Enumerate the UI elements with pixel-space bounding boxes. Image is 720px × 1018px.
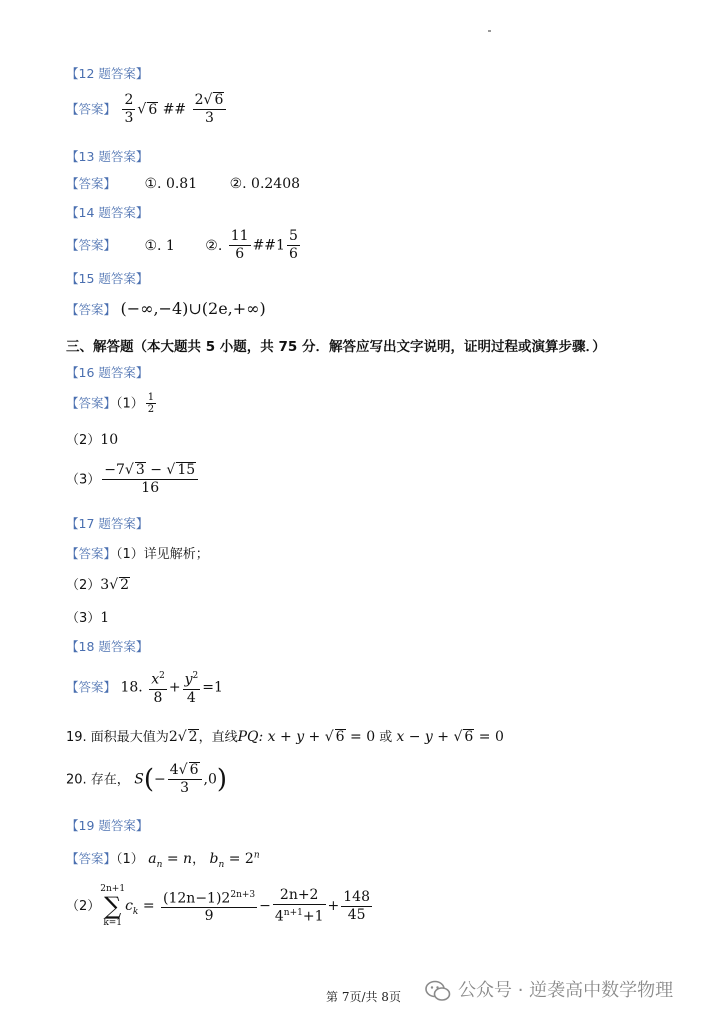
operator: + [327, 898, 340, 914]
interval: (2e,+∞) [201, 299, 266, 318]
equation: : x + y + [258, 729, 325, 745]
radicand: 6 [148, 101, 158, 118]
operator: + [168, 679, 181, 696]
top-mark [488, 30, 491, 32]
equation: x − y + [396, 729, 454, 745]
fraction: $\frac{(12n-1)2^{2n+3}}{9}$ [161, 887, 257, 926]
summation: 2n+1 ∑ k=1 [100, 884, 126, 928]
answer-tag: 【答案】 [66, 851, 117, 866]
answer-tag: 【答案】 [66, 679, 117, 695]
radicand: 2 [120, 577, 130, 593]
marker: ①. [144, 176, 162, 192]
marker: ②. [205, 237, 223, 254]
answer-q15 [66, 299, 266, 318]
fraction: $\frac{x^2}{8}$ [149, 668, 167, 707]
operator: − [259, 898, 271, 914]
item-number: 18. [120, 679, 143, 696]
answer-q19-part2: （2） 2n+1 ∑ k=1 $c_k$ = $\frac{(12n-1)2^{2n+3}}{9}$ − $\frac{2n+2}{4^{n+1}+1}$ + $\frac{148}{45}$ [66, 884, 370, 928]
value: 0.2408 [251, 176, 301, 192]
answer-q12 [66, 92, 228, 127]
watermark [424, 976, 673, 1002]
operator: − [154, 771, 166, 788]
answer-q17-part1 [66, 543, 209, 562]
fraction: $\frac{2√ 6}{3}$ [193, 92, 227, 127]
answer-tag: 【答案】 [66, 101, 117, 117]
part-text: （1）详见解析； [116, 547, 209, 562]
answer-tag: 【答案】 [66, 302, 117, 317]
answer-q19-part1: 【答案】（1） $a_n = n$， $b_n = 2^n$ [66, 850, 260, 870]
equals: =1 [202, 679, 223, 696]
fraction: $\frac{148}{45}$ [343, 888, 370, 923]
connector: 或 [375, 730, 397, 745]
result-line-20: 20. 存在， S(− $\frac{4√ 6}{3}$ ,0) [66, 762, 228, 796]
interval: (−∞,−4) [120, 299, 189, 318]
part-label: （1） [116, 396, 144, 412]
part-label: （2） [66, 899, 101, 914]
answer-q18 [66, 668, 223, 707]
answer-q14 [66, 228, 302, 263]
equation: = 0 [474, 729, 504, 745]
result-line-19: 19. 面积最大值为2√ 2，直线PQ: x + y + √ 6 = 0 或 x − y + √ 6 = 0 [66, 729, 504, 745]
watermark-text: 公众号 · 逆袭高中数学物理 [458, 980, 674, 1001]
section-label-q18: 【18 题答案】 [66, 639, 149, 654]
section-label-q16: 【16 题答案】 [66, 365, 149, 380]
answer-q13 [66, 174, 300, 192]
separator: ##1 [252, 237, 285, 254]
radicand: 2 [188, 729, 198, 745]
answer-q17-part2: （2）3√ 2 [66, 577, 130, 593]
fraction: $\frac{1}{2}$ [147, 392, 155, 415]
radicand: 6 [335, 729, 345, 745]
line-symbol: PQ [237, 729, 259, 745]
answer-tag: 【答案】 [66, 395, 117, 411]
line-text: ，直线 [198, 730, 238, 745]
fraction: $\frac{y^2}{4}$ [183, 668, 201, 707]
fraction: $\frac{11}{6}$ [230, 228, 249, 262]
section-label-q12: 【12 题答案】 [66, 66, 149, 81]
answer-tag: 【答案】 [66, 546, 117, 561]
answer-q16-part2 [66, 429, 118, 448]
line-text: 19. 面积最大值为 [66, 730, 169, 745]
coefficient: 3 [100, 577, 110, 593]
fraction: $\frac{2n+2}{4^{n+1}+1}$ [274, 886, 324, 925]
answer-q16-part1 [66, 392, 158, 415]
fraction: $\frac{2}{3}$ [124, 92, 134, 126]
wechat-icon [424, 980, 452, 1002]
separator: ## [162, 101, 187, 118]
value: 1 [100, 610, 110, 626]
radicand: 6 [464, 729, 474, 745]
value: 10 [100, 432, 119, 448]
coordinate: ,0 [203, 771, 217, 788]
section-label-q13: 【13 题答案】 [66, 149, 149, 164]
fraction: $\frac{4√ 6}{3}$ [168, 762, 202, 797]
part-label: （3） [66, 472, 101, 488]
section-label-q17: 【17 题答案】 [66, 516, 149, 531]
section-label-q14: 【14 题答案】 [66, 205, 149, 220]
fraction: $\frac{5}{6}$ [288, 228, 298, 262]
answer-q16-part3 [66, 462, 200, 497]
union-symbol: ∪ [188, 299, 202, 318]
section-label-q15: 【15 题答案】 [66, 271, 149, 286]
part-label: （2） [66, 433, 101, 448]
section-label-q19: 【19 题答案】 [66, 818, 149, 833]
coefficient: 2 [168, 729, 178, 745]
fraction: $\frac{-7√ 3 - √ 15}{16}$ [102, 462, 198, 497]
answer-q17-part3 [66, 607, 109, 626]
marker: ①. 1 [144, 237, 175, 254]
part-label: （1） [116, 852, 144, 867]
equation: = 0 [345, 729, 376, 745]
part-label: （2） [66, 578, 101, 593]
line-text: 20. 存在， [66, 772, 130, 788]
marker: ②. [229, 176, 247, 192]
page-footer: 第 7页/共 8页 [326, 990, 401, 1004]
value: 0.81 [165, 176, 198, 192]
part-label: （3） [66, 611, 101, 626]
sqrt-sign: √ [137, 101, 147, 118]
answer-tag: 【答案】 [66, 176, 117, 191]
answer-tag: 【答案】 [66, 237, 117, 253]
part3-heading: 三、解答题（本大题共 5 小题，共 75 分．解答应写出文字说明，证明过程或演算步骤．） [66, 339, 606, 355]
point-symbol: S [134, 771, 144, 788]
